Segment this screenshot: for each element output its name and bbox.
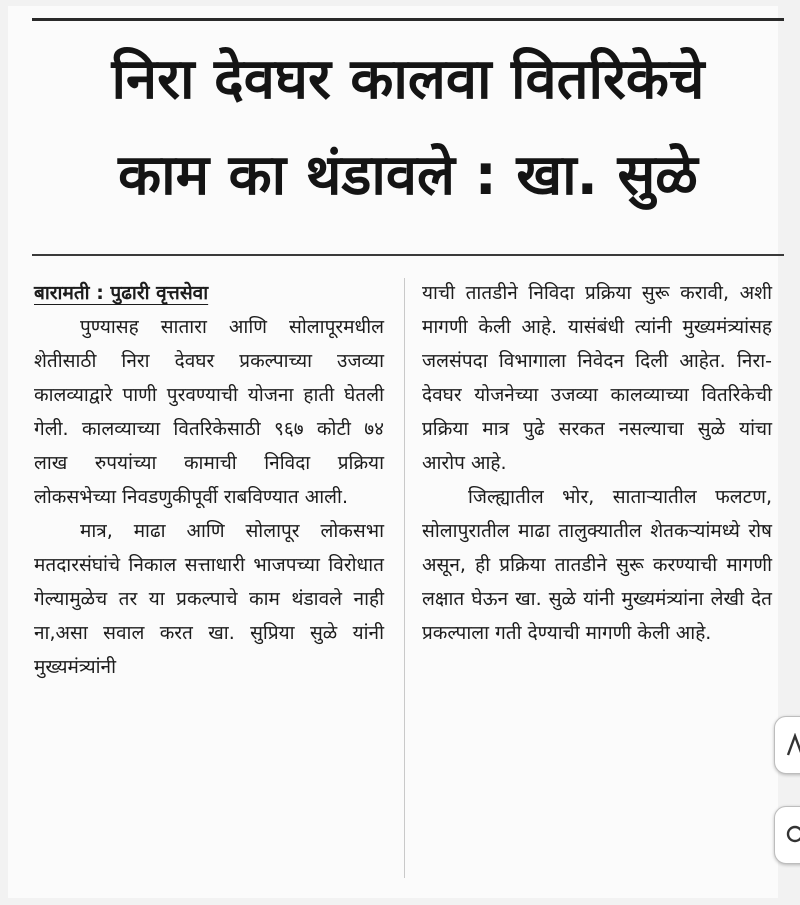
dateline	[34, 276, 384, 310]
headline-line-1: निरा देवघर कालवा वितरिकेचे	[111, 47, 705, 112]
headline	[32, 32, 784, 224]
newspaper-clipping	[8, 6, 778, 898]
dateline-text: बारामती : पुढारी वृत्तसेवा	[34, 282, 209, 304]
paragraph-2: मात्र, माढा आणि सोलापूर लोकसभा मतदारसंघांचे निकाल सत्ताधारी भाजपच्या विरोधात गेल्यामुळेच तर या प्रकल्पाचे काम थंडावले नाही ना,असा सवाल करत खा. सुप्रिया सुळे यांनी मुख्यमंत्र्यांनी	[34, 520, 384, 678]
top-rule	[32, 18, 784, 21]
floating-text-button[interactable]	[774, 716, 800, 774]
headline-rule	[32, 254, 784, 256]
paragraph-3: याची तातडीने निविदा प्रक्रिया सुरू करावी, अशी मागणी केली आहे. यासंबंधी त्यांनी मुख्यमंत्र्यांसह जलसंपदा विभागाला निवेदन दिली आहेत. निरा-देवघर योजनेच्या उजव्या कालव्याच्या वितरिकेची प्रक्रिया मात्र पुढे सरकत नसल्याचा सुळे यांचा आरोप आहे.	[422, 282, 772, 474]
paragraph-1: पुण्यासह सातारा आणि सोलापूरमधील शेतीसाठी निरा देवघर प्रकल्पाच्या उजव्या कालव्याद्वारे पाणी पुरवण्याची योजना हाती घेतली गेली. कालव्याच्या वितरिकेसाठी ९६७ कोटी ७४ लाख रुपयांच्या कामाची निविदा प्रक्रिया लोकसभेच्या निवडणुकीपूर्वी राबविण्यात आली.	[34, 316, 384, 508]
article-column-left	[34, 276, 384, 684]
headline-line-2: काम का थंडावले : खा. सुळे	[118, 143, 698, 208]
column-divider	[404, 278, 405, 878]
paragraph-4: जिल्ह्यातील भोर, साताऱ्यातील फलटण, सोलापुरातील माढा तालुक्यातील शेतकऱ्यांमध्ये रोष असून, ही प्रक्रिया तातडीने सुरू करण्याची मागणी लक्षात घेऊन खा. सुळे यांनी मुख्यमंत्र्यांना लेखी देत प्रकल्पाला गती देण्याची मागणी केली आहे.	[422, 486, 772, 644]
text-a-icon	[785, 733, 800, 757]
search-icon	[785, 823, 800, 847]
floating-search-button[interactable]	[774, 806, 800, 864]
article-column-right	[422, 276, 772, 650]
